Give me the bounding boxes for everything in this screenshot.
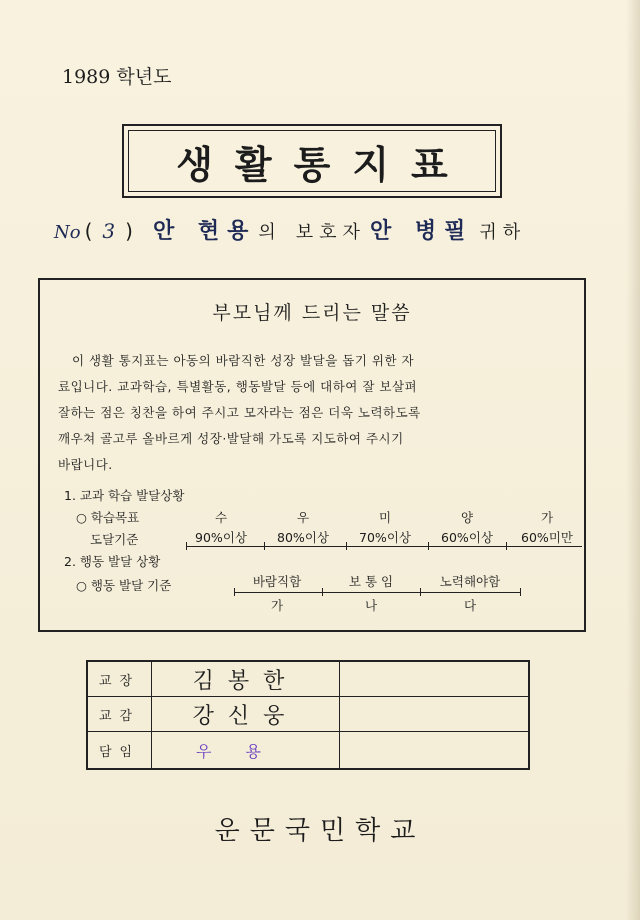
message-line: 료입니다. 교과학습, 특별활동, 행동발달 등에 대하여 잘 보살펴 bbox=[58, 379, 418, 394]
grade-standard: 60%이상 bbox=[441, 530, 493, 545]
student-name: 안 현용 bbox=[152, 219, 257, 244]
scale-tick bbox=[506, 542, 507, 550]
behavior-level: 보 통 임 bbox=[348, 574, 394, 589]
goal-label: ○ 학습목표 bbox=[76, 510, 140, 525]
paren-close: ) bbox=[125, 219, 133, 243]
paren-open: ( bbox=[84, 219, 93, 243]
school-year: 1989 학년도 bbox=[62, 66, 172, 88]
signature-row-homeroom bbox=[88, 732, 528, 768]
grade-standard: 70%이상 bbox=[359, 530, 411, 545]
title-frame bbox=[122, 124, 502, 198]
message-body bbox=[58, 348, 568, 478]
signature-table bbox=[86, 660, 530, 770]
message-box bbox=[38, 278, 586, 632]
honorific: 귀하 bbox=[479, 222, 527, 243]
grade-standard: 60%미만 bbox=[521, 530, 573, 545]
message-title: 부모님께 드리는 말씀 bbox=[212, 302, 412, 324]
particle-of: 의 bbox=[258, 222, 282, 243]
grade-label: 양 bbox=[460, 510, 474, 525]
grade-standard: 80%이상 bbox=[277, 530, 329, 545]
scale-tick bbox=[420, 588, 421, 596]
scale-tick bbox=[186, 542, 187, 550]
student-line bbox=[54, 214, 594, 254]
behavior-label: ○ 행동 발달 기준 bbox=[76, 578, 172, 593]
scale-tick bbox=[234, 588, 235, 596]
signature-row-principal bbox=[88, 662, 528, 697]
grade-standard: 90%이상 bbox=[195, 530, 247, 545]
section1-title: 1. 교과 학습 발달상황 bbox=[64, 488, 185, 503]
role-label: 교장 bbox=[88, 662, 152, 696]
scale-tick bbox=[322, 588, 323, 596]
role-label: 담임 bbox=[88, 732, 152, 768]
guardian-name: 안 병필 bbox=[369, 219, 474, 244]
signer-name: 우용 bbox=[152, 732, 340, 768]
number-label: No bbox=[54, 222, 81, 243]
signature-row-vice-principal bbox=[88, 697, 528, 732]
behavior-grade: 다 bbox=[463, 598, 477, 613]
scale-tick bbox=[346, 542, 347, 550]
grade-label: 가 bbox=[540, 510, 554, 525]
grade-label: 우 bbox=[296, 510, 310, 525]
signer-name: 강신웅 bbox=[152, 697, 340, 731]
behavior-level: 바람직함 bbox=[252, 574, 302, 589]
message-line: 깨우쳐 골고루 올바르게 성장·발달해 가도록 지도하여 주시기 bbox=[58, 431, 404, 446]
school-name: 운문국민학교 bbox=[214, 816, 426, 846]
behavior-grade: 나 bbox=[364, 598, 378, 613]
behavior-level: 노력해야함 bbox=[439, 574, 501, 589]
message-line: 이 생활 통지표는 아동의 바람직한 성장 발달을 돕기 위한 자 bbox=[72, 353, 415, 368]
scale-tick bbox=[428, 542, 429, 550]
section2-title: 2. 행동 발달 상황 bbox=[64, 554, 161, 569]
page-edge-shadow bbox=[626, 0, 640, 920]
document-title: 생활통지표 bbox=[128, 130, 496, 192]
scale-tick bbox=[520, 588, 521, 596]
signer-name: 김봉한 bbox=[152, 662, 340, 696]
message-line: 잘하는 점은 칭찬을 하여 주시고 모자라는 점은 더욱 노력하도록 bbox=[58, 405, 421, 420]
message-line: 바랍니다. bbox=[58, 457, 113, 472]
guardian-label: 보호자 bbox=[295, 222, 366, 243]
standard-label: 도달기준 bbox=[90, 532, 139, 547]
role-label: 교감 bbox=[88, 697, 152, 731]
student-number: 3 bbox=[102, 219, 116, 243]
behavior-grade: 가 bbox=[270, 598, 284, 613]
grade-label: 수 bbox=[214, 510, 228, 525]
scale-tick bbox=[264, 542, 265, 550]
grade-label: 미 bbox=[378, 510, 392, 525]
grade-scale-line bbox=[186, 546, 582, 547]
behavior-scale-line bbox=[234, 592, 520, 593]
